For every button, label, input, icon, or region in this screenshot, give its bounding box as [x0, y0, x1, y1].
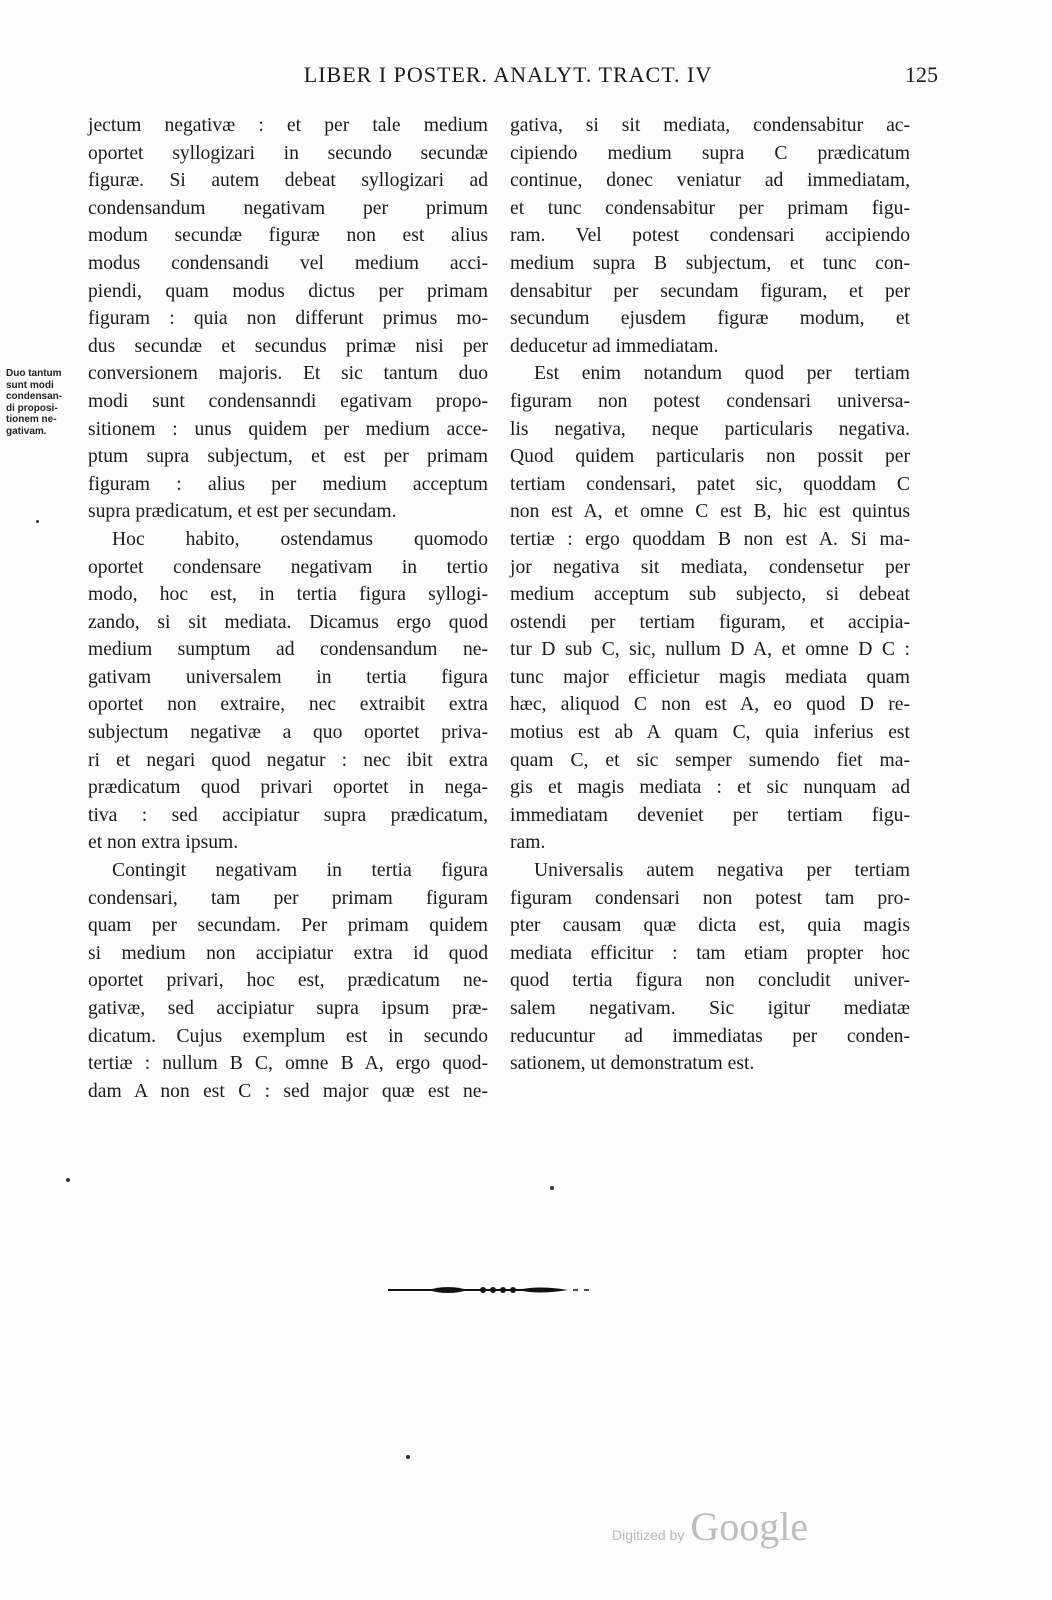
- text-line: subjectum negativæ a quo oportet priva-: [88, 722, 488, 744]
- margin-note-line: condensan-: [6, 391, 63, 402]
- text-line: non est A, et omne C est B, hic est quintus: [510, 501, 910, 523]
- text-line: figuræ. Si autem debeat syllogizari ad: [88, 170, 488, 192]
- text-line: Est enim notandum quod per tertiam: [534, 363, 910, 385]
- text-line: tertiæ : ergo quoddam B non est A. Si ma-: [510, 528, 910, 550]
- text-line: piendi, quam modus dictus per primam: [88, 280, 488, 302]
- text-line: Quod quidem particularis non possit per: [510, 446, 910, 468]
- text-line: condensari, tam per primam figuram: [88, 887, 488, 909]
- text-line: ptum supra subjectum, et est per primam: [88, 446, 488, 468]
- text-line: supra prædicatum, et est per secundam.: [88, 501, 397, 523]
- text-line: oportet syllogizari in secundo secundæ: [88, 142, 488, 164]
- text-line: dam A non est C : sed major quæ est ne-: [88, 1080, 488, 1102]
- text-line: quod tertia figura non concludit univer-: [510, 970, 910, 992]
- margin-note-line: Duo tantum: [6, 368, 62, 379]
- text-line: tertiam condensari, patet sic, quoddam C: [510, 473, 910, 495]
- text-line: tur D sub C, sic, nullum D A, et omne D C :: [510, 639, 910, 661]
- text-line: cipiendo medium supra C prædicatum: [510, 142, 910, 164]
- text-line: medium sumptum ad condensandum ne-: [88, 639, 488, 661]
- text-line: immediatam deveniet per tertiam figu-: [510, 804, 910, 826]
- text-line: ri et negari quod negatur : nec ibit extra: [88, 749, 488, 771]
- digitized-watermark: [612, 1503, 808, 1550]
- text-line: conversionem majoris. Et sic tantum duo: [88, 363, 488, 385]
- text-line: jectum negativæ : et per tale medium: [88, 115, 488, 136]
- text-line: tiva : sed accipiatur supra prædicatum,: [88, 804, 488, 826]
- text-line: gativam universalem in tertia figura: [88, 666, 488, 688]
- text-line: tunc major efficietur magis mediata quam: [510, 666, 910, 688]
- google-logo: Google: [690, 1504, 809, 1549]
- text-line: mediata efficitur : tam etiam propter hoc: [510, 942, 910, 964]
- paper-speck: [66, 1178, 70, 1182]
- text-line: ostendi per tertiam figuram, et accipia-: [510, 611, 910, 633]
- text-line: Hoc habito, ostendamus quomodo: [112, 528, 488, 550]
- text-line: continue, donec veniatur ad immediatam,: [510, 170, 910, 192]
- text-line: lis negativa, neque particularis negativa.: [510, 418, 910, 440]
- text-line: quam per secundam. Per primam quidem: [88, 915, 488, 937]
- text-line: gativa, si sit mediata, condensabitur ac-: [510, 115, 910, 136]
- page-number: 125: [905, 62, 938, 87]
- header-title: LIBER I POSTER. ANALYT. TRACT. IV: [303, 62, 713, 87]
- text-line: dus secundæ et secundus primæ nisi per: [88, 335, 488, 357]
- text-line: medium acceptum sub subjecto, si debeat: [510, 584, 910, 606]
- text-line: modus condensandi vel medium acci-: [88, 252, 488, 274]
- text-line: deducetur ad immediatam.: [510, 335, 719, 357]
- text-line: figuram condensari non potest tam pro-: [510, 887, 910, 909]
- text-line: quam C, et sic semper sumendo fiet ma-: [510, 749, 910, 771]
- right-column: [510, 112, 910, 1078]
- text-line: prædicatum quod privari oportet in nega-: [88, 777, 488, 799]
- margin-note-line: sunt modi: [6, 379, 54, 391]
- text-line: modum secundæ figuræ non est alius: [88, 225, 488, 247]
- margin-note: [6, 368, 86, 437]
- text-line: modi sunt condensanndi egativam propo-: [88, 390, 488, 412]
- text-line: motius est ab A quam C, quia inferius est: [510, 722, 910, 744]
- margin-note-line: di proposi-: [6, 402, 58, 414]
- ornament-divider: [388, 1281, 598, 1299]
- margin-note-line: tionem ne-: [6, 414, 57, 425]
- text-line: figuram : quia non differunt primus mo-: [88, 308, 488, 330]
- text-line: salem negativam. Sic igitur mediatæ: [510, 998, 910, 1019]
- text-line: pter causam quæ dicta est, quia magis: [510, 915, 910, 937]
- left-column: [88, 112, 488, 1105]
- text-line: gativæ, sed accipiatur supra ipsum præ-: [88, 998, 488, 1019]
- text-line: si medium non accipiatur extra id quod: [88, 942, 488, 964]
- text-line: sitionem : unus quidem per medium acce-: [88, 418, 488, 440]
- text-line: gis et magis mediata : et sic nunquam ad: [510, 777, 910, 799]
- text-line: dicatum. Cujus exemplum est in secundo: [88, 1025, 488, 1047]
- text-line: et tunc condensabitur per primam figu-: [510, 197, 910, 219]
- paper-speck: [406, 1455, 410, 1459]
- text-line: ram.: [510, 832, 546, 854]
- text-line: et non extra ipsum.: [88, 832, 239, 854]
- text-line: Universalis autem negativa per tertiam: [534, 860, 910, 882]
- text-line: secundum ejusdem figuræ modum, et: [510, 308, 910, 330]
- text-line: ram. Vel potest condensari accipiendo: [510, 225, 910, 247]
- paper-speck: [550, 1186, 554, 1190]
- text-line: hæc, aliquod C non est A, eo quod D re-: [510, 694, 910, 716]
- text-line: densabitur per secundam figuram, et per: [510, 280, 910, 302]
- text-line: tertiæ : nullum B C, omne B A, ergo quod-: [88, 1053, 488, 1075]
- text-line: medium supra B subjectum, et tunc con-: [510, 252, 910, 274]
- paper-speck: [36, 520, 39, 523]
- text-line: figuram non potest condensari universa-: [510, 390, 910, 412]
- text-line: oportet non extraire, nec extraibit extra: [88, 694, 488, 716]
- margin-note-line: gativam.: [6, 425, 47, 437]
- text-line: oportet privari, hoc est, prædicatum ne-: [88, 970, 488, 992]
- text-line: jor negativa sit mediata, condensetur per: [510, 556, 910, 578]
- text-line: sationem, ut demonstratum est.: [510, 1053, 755, 1075]
- text-line: condensandum negativam per primum: [88, 197, 488, 219]
- watermark-prefix: Digitized by: [612, 1527, 685, 1543]
- text-line: Contingit negativam in tertia figura: [112, 860, 488, 882]
- text-line: reducuntur ad immediatas per conden-: [510, 1025, 910, 1047]
- text-line: modo, hoc est, in tertia figura syllogi-: [88, 584, 488, 606]
- text-line: figuram : alius per medium acceptum: [88, 473, 488, 495]
- text-line: oportet condensare negativam in tertio: [88, 556, 488, 578]
- text-line: zando, si sit mediata. Dicamus ergo quod: [88, 611, 488, 633]
